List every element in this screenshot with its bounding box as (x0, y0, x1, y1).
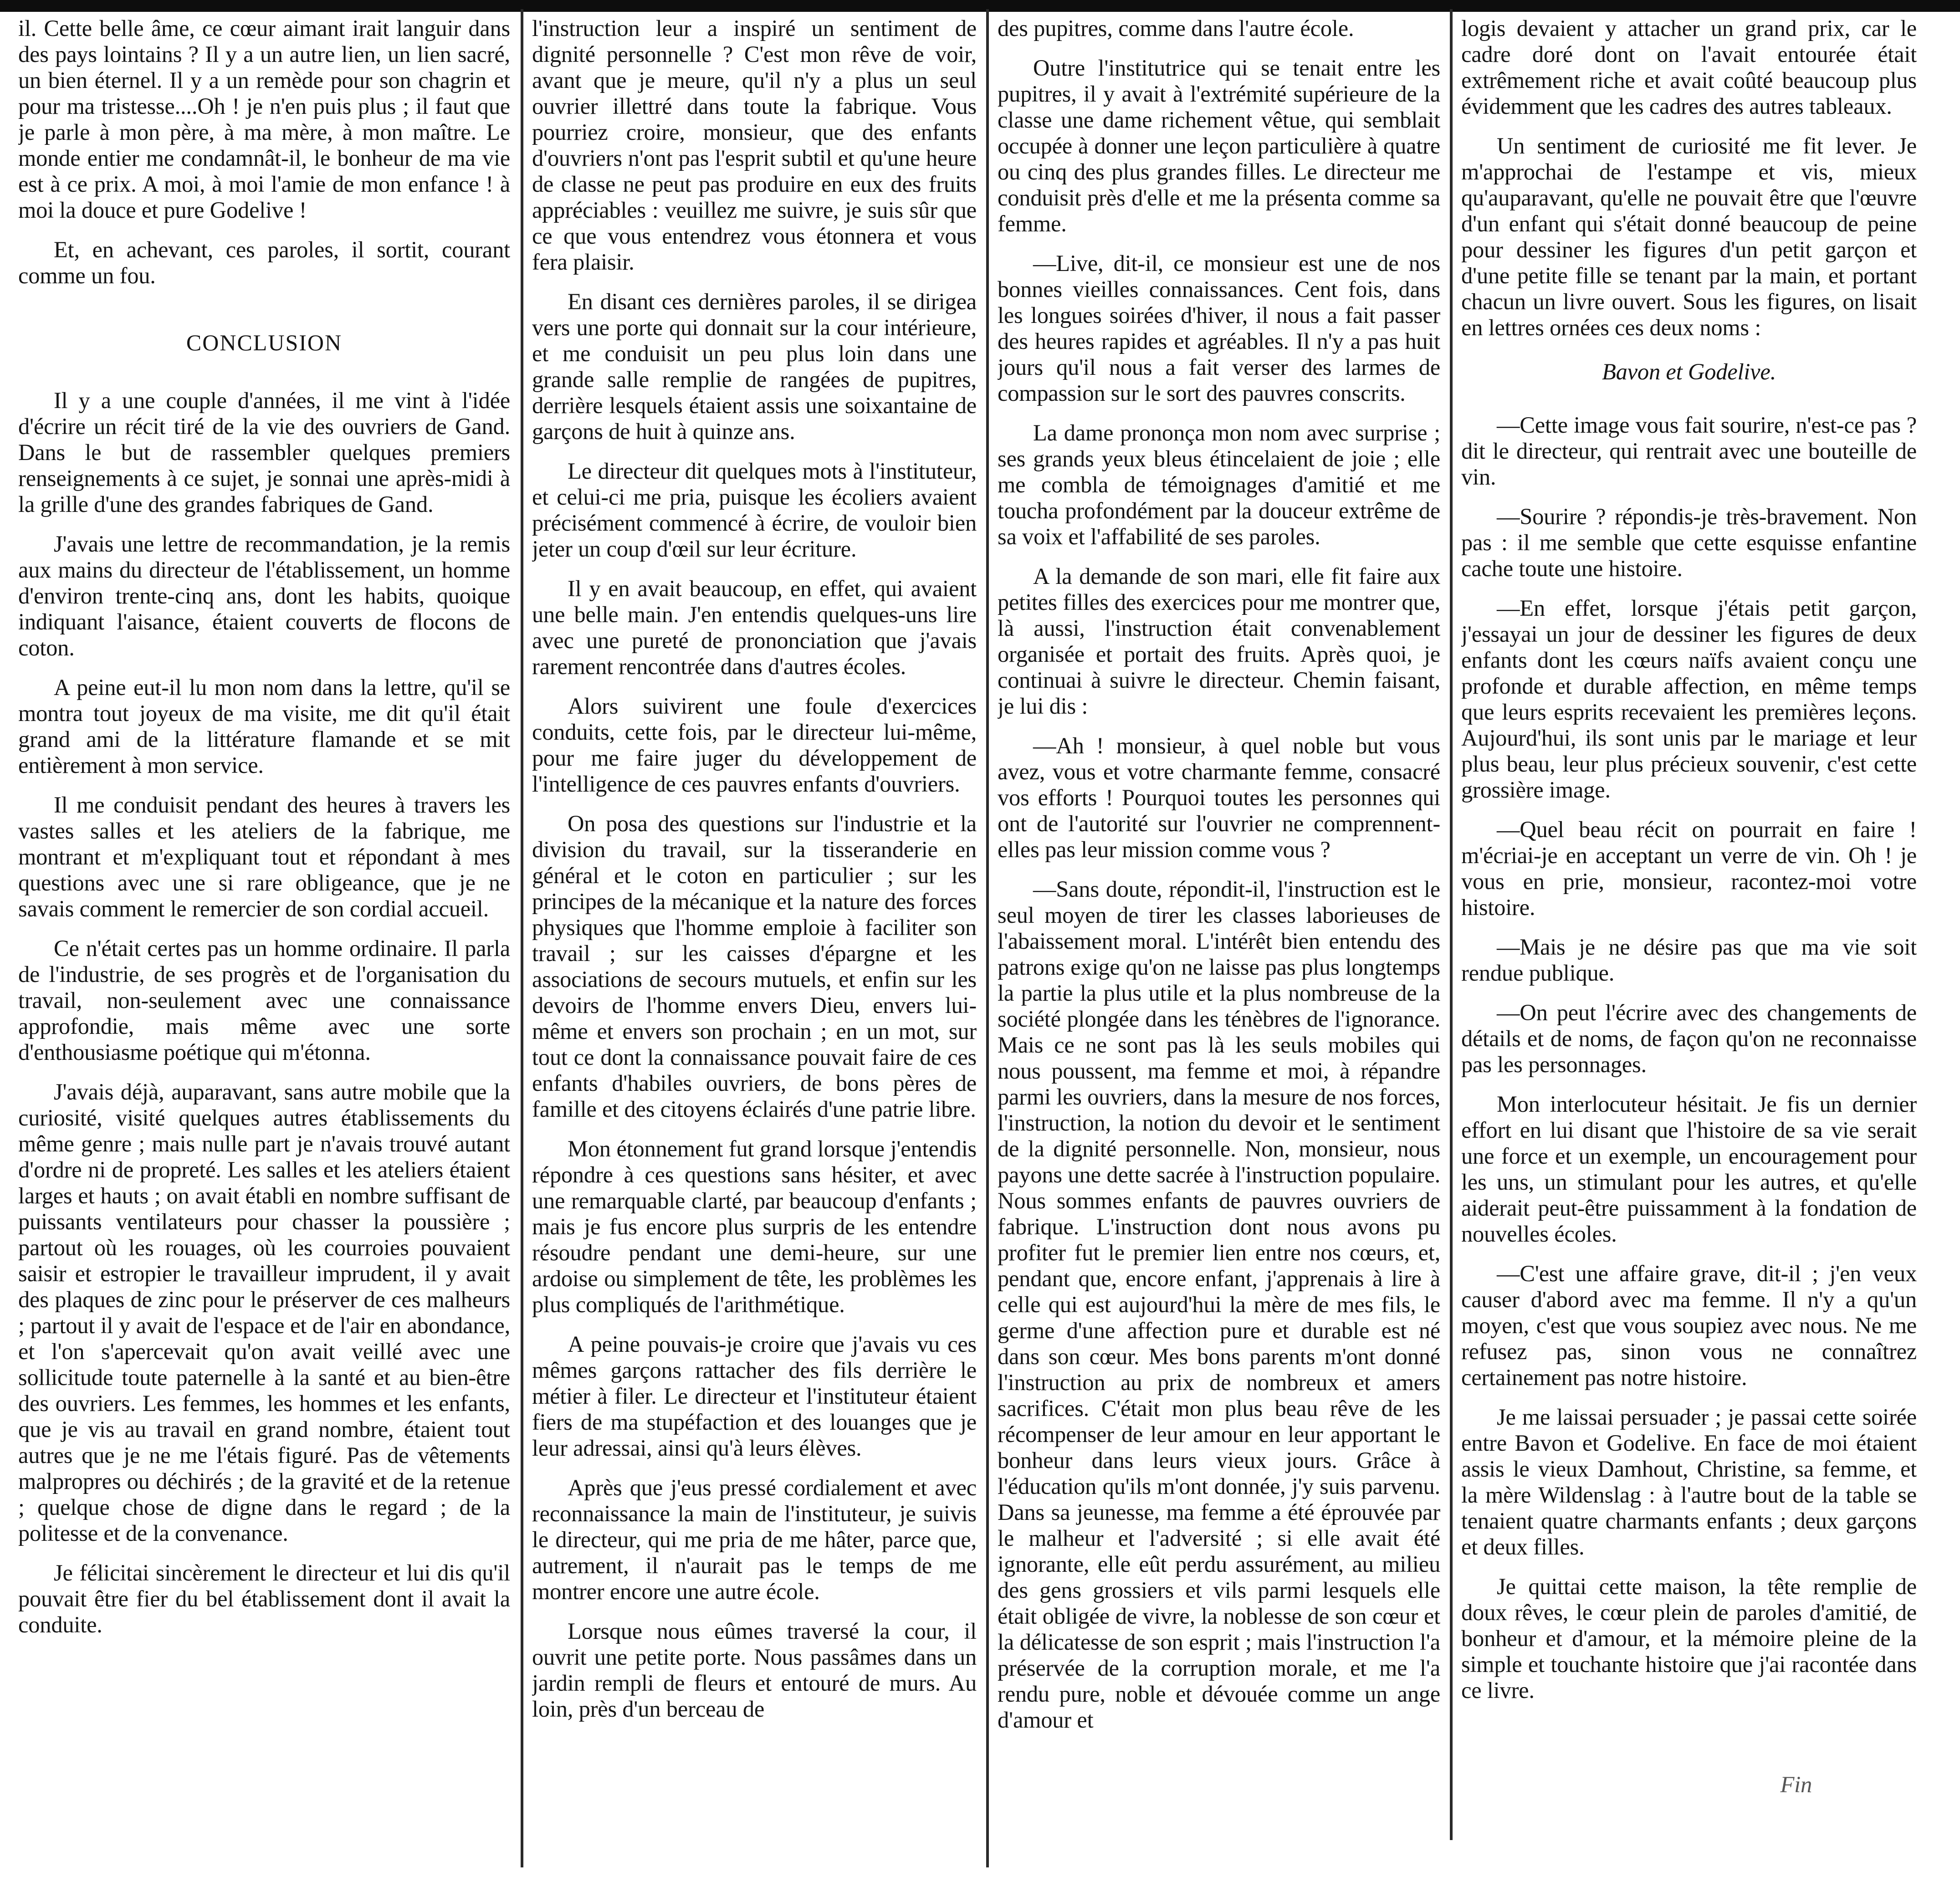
paragraph: Un sentiment de curiosité me fit lever. Je m'approchai de l'estampe et vis, mieux qu'auparavant, qu'elle ne pouvait être que l'œuvre d'un enfant qui s'était donné beaucoup de peine pour dessiner les figures d'un petit garçon et d'une petite fille se tenant par la main, et portant chacun un livre ouvert. Sous les figures, on lisait en lettres ornées ces deux noms : (1461, 133, 1917, 340)
paragraph: J'avais une lettre de recommandation, je la remis aux mains du directeur de l'établissement, un homme d'environ trente-cinq ans, dont les habits, quoique indiquant l'aisance, étaient couverts de flocons de coton. (18, 531, 510, 660)
paragraph: —Mais je ne désire pas que ma vie soit rendue publique. (1461, 934, 1917, 986)
text-column-3 (998, 15, 1440, 1883)
paragraph: —Quel beau récit on pourrait en faire ! m'écriai-je en acceptant un verre de vin. Oh ! je vous en prie, monsieur, racontez-moi votre histoire. (1461, 817, 1917, 920)
paragraph: Je me laissai persuader ; je passai cette soirée entre Bavon et Godelive. En face de moi étaient assis le vieux Damhout, Christine, sa femme, et la mère Wildenslag : à l'autre bout de la table se tenaient quatre charmants enfants ; deux garçons et deux filles. (1461, 1404, 1917, 1560)
paragraph: Mon interlocuteur hésitait. Je fis un dernier effort en lui disant que l'histoire de sa vie serait une force et un exemple, un encouragement pour les uns, un stimulant pour les autres, et qu'elle aiderait peut-être puissamment à la fondation de nouvelles écoles. (1461, 1091, 1917, 1247)
paragraph: La dame prononça mon nom avec surprise ; ses grands yeux bleus étincelaient de joie ; elle me combla de témoignages d'amitié et me toucha profondément par la douceur extrême de sa voix et l'affabilité de ses paroles. (998, 420, 1440, 549)
paragraph: Mon étonnement fut grand lorsque j'entendis répondre à ces questions sans hésiter, et avec une remarquable clarté, par beaucoup d'enfants ; mais je fus encore plus surpris de les entendre résoudre pendant une demi-heure, sur une ardoise ou simplement de tête, les problèmes les plus compliqués de l'arithmétique. (532, 1136, 977, 1317)
paragraph-continued: des pupitres, comme dans l'autre école. (998, 15, 1354, 41)
paragraph: J'avais déjà, auparavant, sans autre mobile que la curiosité, visité quelques autres établissements du même genre ; mais nulle part je n'avais trouvé autant d'ordre ni de propreté. Les salles et les ateliers étaient larges et hauts ; on avait établi en nombre suffisant de puissants ventilateurs pour chasser la poussière ; partout où les rouages, où les courroies pouvaient saisir et estropier le travailleur imprudent, il y avait des plaques de zinc pour le préserver de ces malheurs ; partout il y avait de l'espace et de l'air en abondance, et l'on s'apercevait qu'on avait veillé avec une sollicitude toute paternelle à la santé et au bien-être des ouvriers. Les femmes, les hommes et les enfants, que je vis au travail en grand nombre, étaient tout autres que je ne me l'étais figuré. Pas de vêtements malpropres ou déchirés ; de la gravité et de la retenue ; quelque chose de digne dans le regard ; de la politesse et de la convenance. (18, 1079, 510, 1546)
paragraph: A peine eut-il lu mon nom dans la lettre, qu'il se montra tout joyeux de ma visite, me dit qu'il était grand ami de la littérature flamande et se mit entièrement à mon service. (18, 675, 510, 778)
paragraph: A la demande de son mari, elle fit faire aux petites filles des exercices pour me montrer que, là aussi, l'instruction était convenablement organisée et portait des fruits. Après quoi, je continuai à suivre le directeur. Chemin faisant, je lui dis : (998, 563, 1440, 719)
paragraph: Alors suivirent une foule d'exercices conduits, cette fois, par le directeur lui-même, pour me faire juger du développement de l'intelligence de ces pauvres enfants d'ouvriers. (532, 693, 977, 797)
paragraph: Lorsque nous eûmes traversé la cour, il ouvrit une petite porte. Nous passâmes dans un jardin rempli de fleurs et entouré de murs. Au loin, près d'un berceau de (532, 1618, 977, 1722)
paragraph: —Cette image vous fait sourire, n'est-ce pas ? dit le directeur, qui rentrait avec une bouteille de vin. (1461, 412, 1917, 490)
paragraph: Je quittai cette maison, la tête remplie de doux rêves, le cœur plein de paroles d'amitié, de bonheur et d'amour, et la mémoire pleine de la simple et touchante histoire que j'ai racontée dans ce livre. (1461, 1574, 1917, 1703)
paragraph: Outre l'institutrice qui se tenait entre les pupitres, il y avait à l'extrémité supérieure de la classe une dame richement vêtue, qui semblait occupée à donner une leçon particulière à quatre ou cinq des plus grandes filles. Le directeur me conduisit près d'elle et me la présenta comme sa femme. (998, 55, 1440, 236)
paragraph: Il y en avait beaucoup, en effet, qui avaient une belle main. J'en entendis quelques-uns lire avec une pureté de prononciation que j'avais rarement rencontrée dans d'autres écoles. (532, 576, 977, 679)
paragraph: A peine pouvais-je croire que j'avais vu ces mêmes garçons rattacher des fils derrière le métier à filer. Le directeur et l'instituteur étaient fiers de ma stupéfaction et des louanges que je leur adressai, ainsi qu'à leurs élèves. (532, 1331, 977, 1461)
column-rule-2 (986, 9, 989, 1867)
paragraph: Il me conduisit pendant des heures à travers les vastes salles et les ateliers de la fabrique, me montrant et m'expliquant tout et répondant à mes questions avec une si rare obligeance, que je ne savais comment le remercier de son cordial accueil. (18, 792, 510, 921)
text-column-4 (1461, 15, 1917, 1883)
paragraph: —Ah ! monsieur, à quel noble but vous avez, vous et votre charmante femme, consacré vos efforts ! Pourquoi toutes les personnes qui ont de l'autorité sur l'ouvrier ne comprennent-elles pas leur mission comme vous ? (998, 733, 1440, 862)
paragraph: —Live, dit-il, ce monsieur est une de nos bonnes vieilles connaissances. Cent fois, dans les longues soirées d'hiver, il nous a fait passer des heures rapides et agréables. Il n'y a pas huit jours qu'il nous a fait verser des larmes de compassion sur le sort des pauvres conscrits. (998, 251, 1440, 406)
paragraph: On posa des questions sur l'industrie et la division du travail, sur la tisseranderie en général et le coton en particulier ; sur les principes de la mécanique et la nature des forces physiques que l'homme emploie à faciliter son travail ; sur les caisses d'épargne et les associations de secours mutuels, et enfin sur les devoirs de l'homme envers Dieu, envers lui-même et envers son prochain ; en un mot, sur tout ce dont la connaissance pouvait faire de ces enfants d'habiles ouvriers, de bons pères de famille et des citoyens éclairés d'une patrie libre. (532, 811, 977, 1122)
paragraph: —En effet, lorsque j'étais petit garçon, j'essayai un jour de dessiner les figures de deux enfants dont les cœurs naïfs avaient conçu une profonde et durable affection, en même temps que leurs esprits recevaient les premières leçons. Aujourd'hui, ils sont unis par le mariage et leur plus beau, leur plus précieux souvenir, c'est cette grossière image. (1461, 595, 1917, 803)
paragraph: Ce n'était certes pas un homme ordinaire. Il parla de l'industrie, de ses progrès et de l'organisation du travail, non-seulement avec une connaissance approfondie, mais même avec une sorte d'enthousiasme poétique qui m'étonna. (18, 936, 510, 1065)
paragraph: Après que j'eus pressé cordialement et avec reconnaissance la main de l'instituteur, je suivis le directeur, qui me pria de me hâter, parce que, autrement, il n'aurait pas le temps de me montrer encore une autre école. (532, 1475, 977, 1604)
section-heading: CONCLUSION (186, 330, 343, 355)
paragraph: —C'est une affaire grave, dit-il ; j'en veux causer d'abord avec ma femme. Il n'y a qu'un moyen, c'est que vous soupiez avec nous. Ne me refusez pas, sinon vous ne connaîtrez certainement pas notre histoire. (1461, 1261, 1917, 1390)
paragraph: Le directeur dit quelques mots à l'instituteur, et celui-ci me pria, puisque les écoliers avaient précisément commencé à écrire, de vouloir bien jeter un coup d'œil sur leur écriture. (532, 458, 977, 562)
top-rule (0, 0, 1960, 12)
paragraph: Il y a une couple d'années, il me vint à l'idée d'écrire un récit tiré de la vie des ouvriers de Gand. Dans le but de rassembler quelques premiers renseignements à ce sujet, je sonnai une après-midi à la grille d'une des grandes fabriques de Gand. (18, 388, 510, 517)
paragraph: —Sans doute, répondit-il, l'instruction est le seul moyen de tirer les classes laborieuses de l'abaissement moral. L'intérêt bien entendu des patrons exige qu'on ne laisse pas plus longtemps la partie la plus utile et la plus nombreuse de la société plongée dans les ténèbres de l'ignorance. Mais ce ne sont pas là les seuls mobiles qui nous poussent, ma femme et moi, à répandre parmi les ouvriers, dans la mesure de nos forces, l'instruction, la notion du devoir et le sentiment de la dignité personnelle. Non, monsieur, nous payons une dette sacrée à l'instruction populaire. Nous sommes enfants de pauvres ouvriers de fabrique. L'instruction dont nous avons pu profiter fut le premier lien entre nos cœurs, et, pendant que, encore enfant, j'apprenais à lire à celle qui est aujourd'hui la mère de mes fils, le germe d'une affection pure et durable est né dans son cœur. Mes bons parents m'ont donné l'instruction au prix de nombreux et amers sacrifices. C'était mon plus beau rêve de les récompenser de leur amour en leur apportant le bonheur dans leurs vieux jours. Grâce à l'éducation qu'ils m'ont donnée, j'y suis parvenu. Dans sa jeunesse, ma femme a été éprouvée par le malheur et l'adversité ; si elle avait été ignorante, elle eût perdu assurément, au milieu des gens grossiers et vils parmi lesquels elle était obligée de vivre, la noblesse de son cœur et la délicatesse de son esprit ; mais l'instruction l'a préservée de la corruption morale, et me l'a rendu pure, noble et dévouée comme un ange d'amour et (998, 876, 1440, 1733)
paragraph: —On peut l'écrire avec des changements de détails et de noms, de façon qu'on ne reconnaisse pas les personnages. (1461, 1000, 1917, 1077)
engraving-caption: Bavon et Godelive. (1602, 359, 1776, 384)
column-rule-1 (521, 9, 523, 1867)
paragraph-continued: il. Cette belle âme, ce cœur aimant irait languir dans des pays lointains ? Il y a un autre lien, un lien sacré, un bien éternel. Il y a un remède pour son chagrin et pour ma tristesse....Oh ! je n'en puis plus ; il faut que je parle à mon père, à ma mère, à mon maître. Le monde entier me condamnât-il, le bonheur de ma vie est à ce prix. A moi, à moi l'amie de mon enfance ! à moi la douce et pure Godelive ! (18, 15, 510, 223)
paragraph: En disant ces dernières paroles, il se dirigea vers une porte qui donnait sur la cour intérieure, et me conduisit un peu plus loin dans une grande salle remplie de rangées de pupitres, derrière lesquels étaient assis une soixantaine de garçons de huit à quinze ans. (532, 289, 977, 444)
paragraph: Je félicitai sincèrement le directeur et lui dis qu'il pouvait être fier du bel établissement dont il avait la conduite. (18, 1560, 510, 1637)
end-mark: Fin (1780, 1772, 1812, 1797)
text-column-2 (532, 15, 977, 1883)
text-column-1 (18, 15, 510, 1883)
paragraph-continued: logis devaient y attacher un grand prix, car le cadre doré dont on l'avait entourée était extrêmement riche et avait coûté beaucoup plus évidemment que les cadres des autres tableaux. (1461, 15, 1917, 119)
paragraph: —Sourire ? répondis-je très-bravement. Non pas : il me semble que cette esquisse enfantine cache toute une histoire. (1461, 504, 1917, 581)
paragraph: Et, en achevant, ces paroles, il sortit, courant comme un fou. (18, 237, 510, 288)
paragraph-continued: l'instruction leur a inspiré un sentiment de dignité personnelle ? C'est mon rêve de voir, avant que je meure, qu'il n'y a plus un seul ouvrier illettré dans toute la fabrique. Vous pourriez croire, monsieur, que des enfants d'ouvriers n'ont pas l'esprit subtil et qu'une heure de classe ne peut pas produire en eux des fruits appréciables : veuillez me suivre, je suis sûr que ce que vous entendrez vous étonnera et vous fera plaisir. (532, 15, 977, 275)
column-rule-3 (1450, 9, 1453, 1840)
